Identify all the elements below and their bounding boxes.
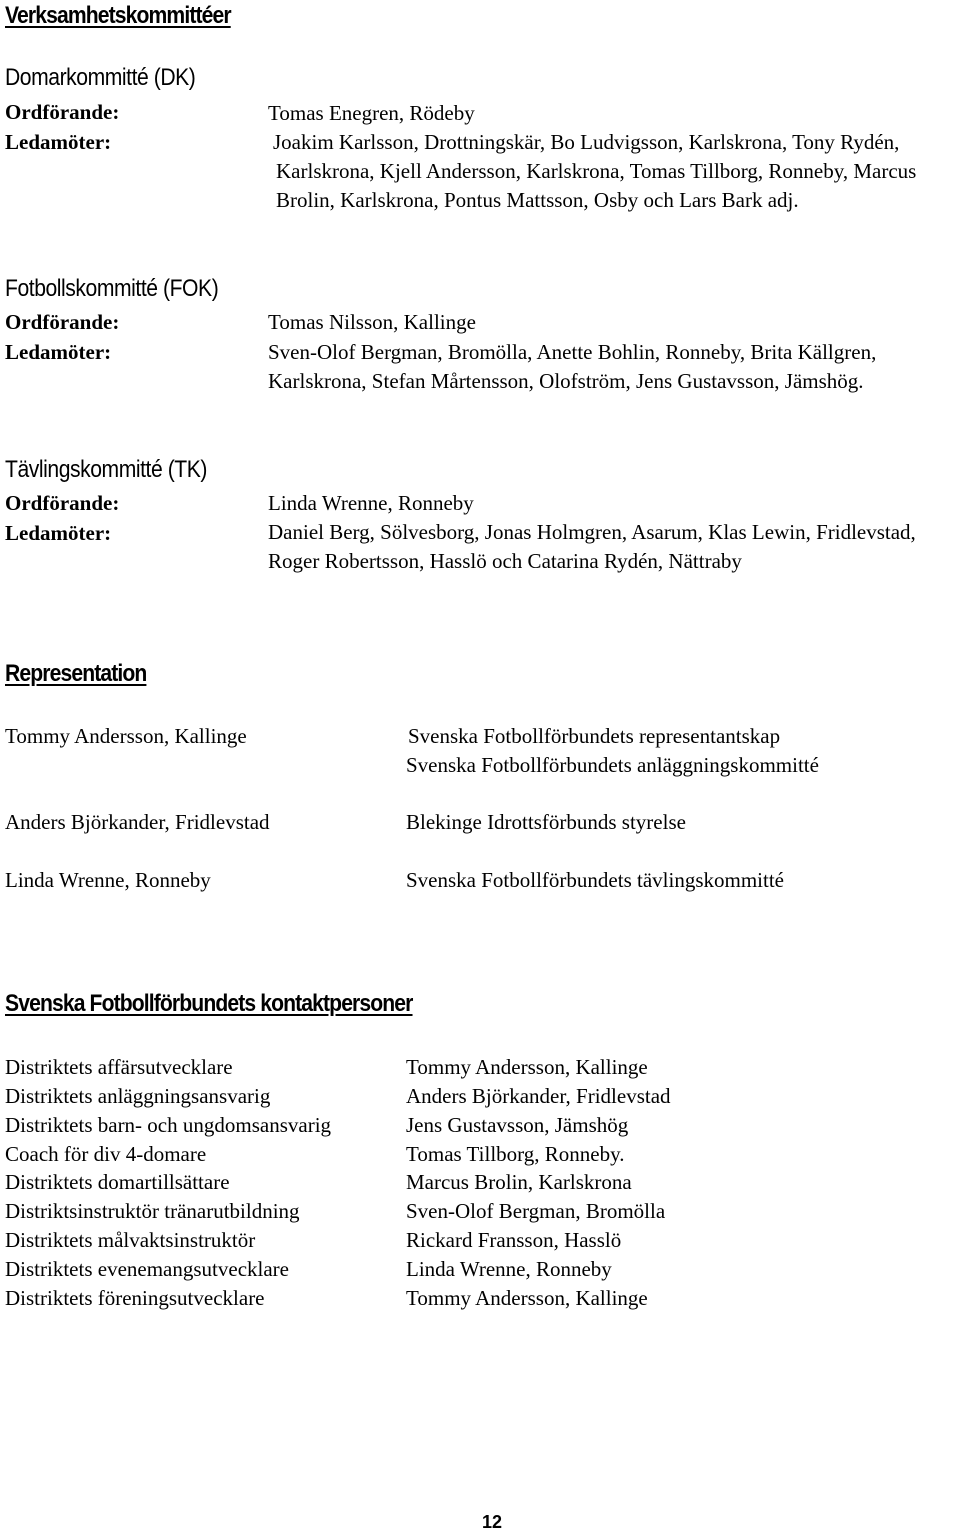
members-label-fok: Ledamöter: [5,340,112,364]
members-list-fok: Sven-Olof Bergman, Bromölla, Anette Bohlin, Ronneby, Brita Källgren, Karlskrona, Stefan Mårtensson, Olofström, Jens Gustavsson, Jämshög. [268,340,877,393]
chair-name-tk: Linda Wrenne, Ronneby [268,491,474,515]
contact-role: Distriktets barn- och ungdomsansvarig [5,1113,332,1137]
contact-person: Marcus Brolin, Karlskrona [406,1170,632,1194]
chair-label-dk: Ordförande: [5,100,120,124]
committee-title-fok: Fotbollskommitté (FOK) [5,275,219,302]
page-heading-verksamhetskommitteer: Verksamhetskommittéer [5,2,231,29]
contact-person: Tomas Tillborg, Ronneby. [406,1142,625,1166]
members-list-tk: Daniel Berg, Sölvesborg, Jonas Holmgren, Asarum, Klas Lewin, Fridlevstad, Roger Robertsson, Hasslö och Catarina Rydén, Nättraby [268,520,916,573]
section-heading-representation: Representation [5,660,147,687]
representation-role: Blekinge Idrottsförbunds styrelse [406,810,686,834]
contact-role: Distriktets föreningsutvecklare [5,1286,265,1310]
members-list-dk: Joakim Karlsson, Drottningskär, Bo Ludvigsson, Karlskrona, Tony Rydén, Karlskrona, Kjell Andersson, Karlskrona, Tomas Tillborg, Ronneby, Marcus Brolin, Karlskrona, Pontus Mattsson, Osby och Lars Bark adj. [273,130,917,212]
representation-role: Svenska Fotbollförbundets representantskap [408,724,781,748]
representation-person: Tommy Andersson, Kallinge [5,724,247,748]
contact-role: Distriktets domartillsättare [5,1170,230,1194]
contact-person: Jens Gustavsson, Jämshög [406,1113,629,1137]
chair-label-fok: Ordförande: [5,310,120,334]
section-heading-kontaktpersoner: Svenska Fotbollförbundets kontaktpersoner [5,990,413,1017]
representation-role: Svenska Fotbollförbundets tävlingskommitté [406,868,784,892]
committee-title-tk: Tävlingskommitté (TK) [5,456,208,483]
representation-person: Anders Björkander, Fridlevstad [5,810,270,834]
contact-role: Distriktets evenemangsutvecklare [5,1257,289,1281]
chair-label-tk: Ordförande: [5,491,120,515]
contact-role: Distriktsinstruktör tränarutbildning [5,1199,300,1223]
contact-person: Tommy Andersson, Kallinge [406,1286,648,1310]
contact-role: Distriktets affärsutvecklare [5,1055,233,1079]
contact-role: Distriktets målvaktsinstruktör [5,1228,256,1252]
contact-role: Distriktets anläggningsansvarig [5,1084,271,1108]
members-label-tk: Ledamöter: [5,521,112,545]
contact-person: Anders Björkander, Fridlevstad [406,1084,671,1108]
representation-person: Linda Wrenne, Ronneby [5,868,211,892]
members-label-dk: Ledamöter: [5,130,112,154]
contact-person: Rickard Fransson, Hasslö [406,1228,622,1252]
contact-person: Sven-Olof Bergman, Bromölla [406,1199,666,1223]
contact-role: Coach för div 4-domare [5,1142,207,1166]
representation-role: Svenska Fotbollförbundets anläggningskommitté [406,753,819,777]
committee-title-dk: Domarkommitté (DK) [5,64,196,91]
contact-person: Linda Wrenne, Ronneby [406,1257,612,1281]
page-number: 12 [481,1512,503,1532]
contact-person: Tommy Andersson, Kallinge [406,1055,648,1079]
chair-name-dk: Tomas Enegren, Rödeby [268,101,475,125]
chair-name-fok: Tomas Nilsson, Kallinge [268,310,476,334]
